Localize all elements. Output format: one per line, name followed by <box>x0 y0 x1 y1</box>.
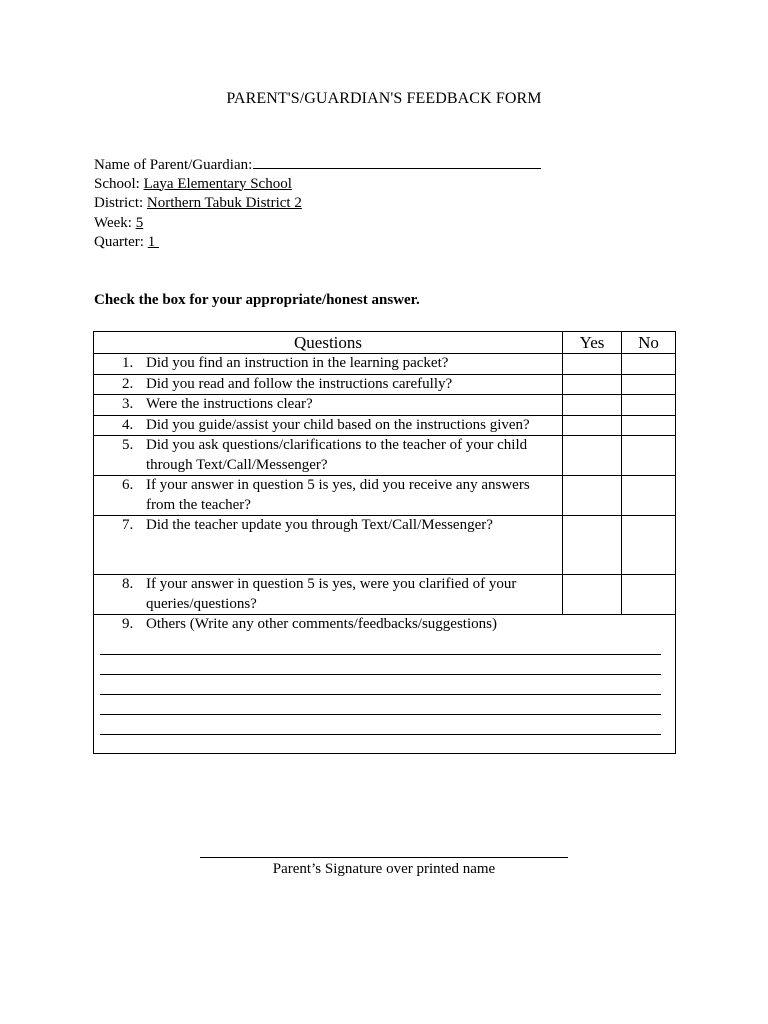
question-number: 6. <box>122 477 134 493</box>
no-checkbox[interactable] <box>622 516 676 575</box>
comment-line[interactable] <box>100 635 661 655</box>
week-row <box>94 214 541 234</box>
no-checkbox[interactable] <box>622 374 676 395</box>
table-row <box>94 354 676 375</box>
quarter-label: Quarter: <box>94 234 148 251</box>
no-checkbox[interactable] <box>622 354 676 375</box>
header-yes: Yes <box>563 332 622 354</box>
question-text: Did you read and follow the instructions carefully? <box>146 375 453 392</box>
no-checkbox[interactable] <box>622 436 676 476</box>
others-row <box>94 615 676 754</box>
yes-checkbox[interactable] <box>563 516 622 575</box>
parent-name-row <box>94 155 541 175</box>
question-text: Did the teacher update you through Text/Call/Messenger? <box>146 517 493 533</box>
question-text: Others (Write any other comments/feedbacks/suggestions) <box>146 616 497 632</box>
header-questions: Questions <box>94 332 563 354</box>
question-text: Did you ask questions/clarifications to the teacher of your child through Text/Call/Messenger? <box>146 437 528 473</box>
header-no: No <box>622 332 676 354</box>
quarter-row <box>94 233 541 253</box>
info-section <box>94 155 541 253</box>
no-checkbox[interactable] <box>622 575 676 615</box>
week-value: 5 <box>135 214 144 231</box>
district-row <box>94 194 541 214</box>
school-value: Laya Elementary School <box>143 175 292 192</box>
yes-checkbox[interactable] <box>563 395 622 416</box>
signature-line[interactable] <box>200 857 568 858</box>
question-number: 3. <box>122 396 134 412</box>
table-row <box>94 374 676 395</box>
others-cell <box>94 615 676 754</box>
comment-line[interactable] <box>100 695 661 715</box>
no-checkbox[interactable] <box>622 395 676 416</box>
comment-line[interactable] <box>100 675 661 695</box>
question-number: 2. <box>122 375 134 392</box>
comment-line[interactable] <box>100 655 661 675</box>
table-row <box>94 516 676 575</box>
table-row <box>94 436 676 476</box>
questions-table <box>93 331 676 754</box>
question-cell <box>94 575 563 615</box>
week-label: Week: <box>94 214 136 231</box>
signature-label: Parent’s Signature over printed name <box>272 861 496 877</box>
question-cell <box>94 374 563 395</box>
district-value: Northern Tabuk District 2 <box>146 195 302 212</box>
district-label: District: <box>94 195 147 212</box>
no-checkbox[interactable] <box>622 476 676 516</box>
others-question <box>94 615 675 635</box>
question-text: If your answer in question 5 is yes, did you receive any answers from the teacher? <box>146 477 530 513</box>
question-number: 8. <box>122 576 134 592</box>
instruction-text: Check the box for your appropriate/honest answer. <box>94 292 420 308</box>
yes-checkbox[interactable] <box>563 575 622 615</box>
question-text: Did you guide/assist your child based on the instructions given? <box>146 416 530 433</box>
table-row <box>94 415 676 436</box>
question-number: 5. <box>122 437 134 453</box>
form-title: PARENT'S/GUARDIAN'S FEEDBACK FORM <box>226 90 542 107</box>
question-number: 7. <box>122 517 134 533</box>
school-row <box>94 175 541 195</box>
yes-checkbox[interactable] <box>563 476 622 516</box>
school-label: School: <box>94 175 144 192</box>
table-row <box>94 575 676 615</box>
table-row <box>94 395 676 416</box>
parent-name-label: Name of Parent/Guardian: <box>94 157 253 173</box>
question-text: If your answer in question 5 is yes, were you clarified of your queries/questions? <box>146 576 517 612</box>
no-checkbox[interactable] <box>622 415 676 436</box>
question-number: 1. <box>122 355 134 371</box>
question-cell <box>94 436 563 476</box>
question-text: Did you find an instruction in the learning packet? <box>146 355 449 371</box>
question-text: Were the instructions clear? <box>146 396 313 412</box>
yes-checkbox[interactable] <box>563 374 622 395</box>
question-cell <box>94 516 563 575</box>
yes-checkbox[interactable] <box>563 354 622 375</box>
parent-name-field[interactable] <box>253 155 541 169</box>
yes-checkbox[interactable] <box>563 415 622 436</box>
question-number: 4. <box>122 416 134 433</box>
question-number: 9. <box>122 616 134 632</box>
question-cell <box>94 415 563 436</box>
yes-checkbox[interactable] <box>563 436 622 476</box>
comment-line[interactable] <box>100 715 661 735</box>
question-cell <box>94 395 563 416</box>
table-row <box>94 476 676 516</box>
question-cell <box>94 476 563 516</box>
quarter-value: 1 <box>147 234 159 251</box>
question-cell <box>94 354 563 375</box>
table-header-row <box>94 332 676 354</box>
